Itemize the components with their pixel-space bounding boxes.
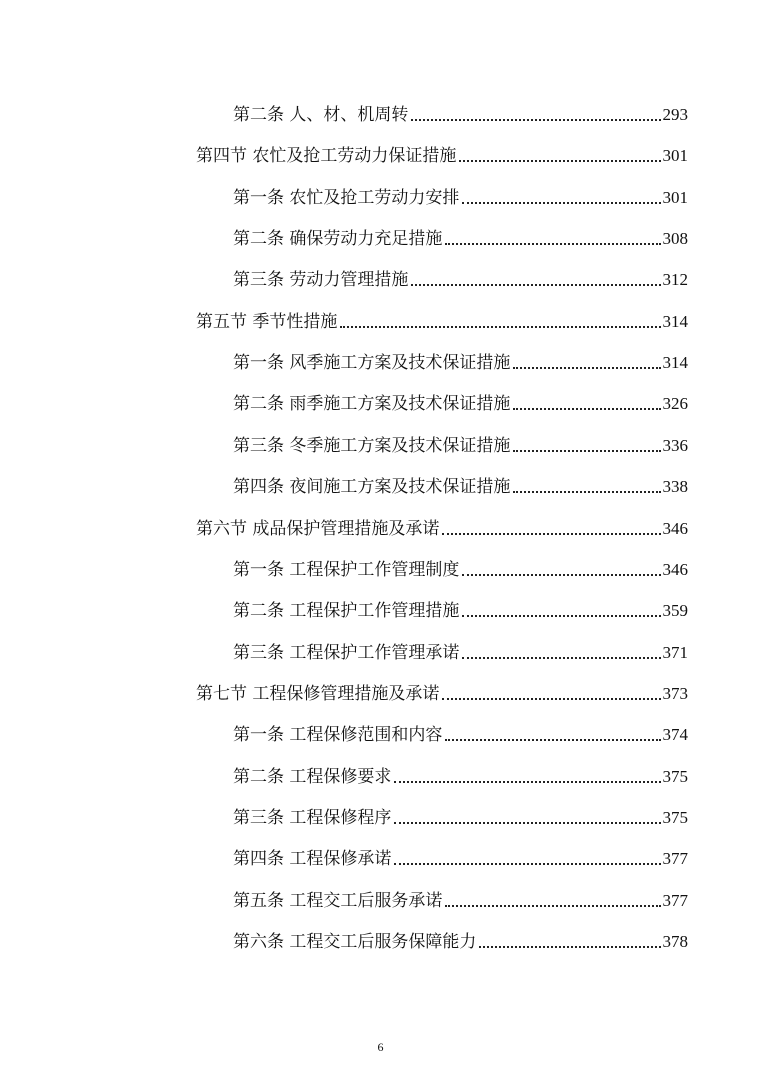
toc-article-entry[interactable] [233, 385, 688, 415]
toc-article-entry[interactable] [233, 427, 688, 457]
toc-dot-leader [442, 533, 660, 535]
toc-entry-label: 第三条 工程保护工作管理承诺 [233, 642, 460, 663]
toc-dot-leader [462, 202, 660, 204]
toc-article-entry[interactable] [233, 923, 688, 953]
toc-dot-leader [340, 326, 660, 328]
toc-dot-leader [462, 657, 660, 659]
toc-entry-label: 第四条 工程保修承诺 [233, 849, 392, 870]
toc-entry-label: 第四节 农忙及抢工劳动力保证措施 [196, 146, 457, 167]
toc-entry-page: 371 [662, 642, 688, 662]
toc-entry-page: 373 [662, 683, 688, 703]
toc-entry-label: 第一条 工程保修范围和内容 [233, 725, 443, 746]
toc-entry-page: 336 [662, 435, 688, 455]
toc-entry-page: 312 [662, 270, 688, 290]
toc-article-entry[interactable] [233, 551, 688, 581]
toc-article-entry[interactable] [233, 716, 688, 746]
toc-entry-page: 293 [662, 105, 688, 124]
toc-article-entry[interactable] [233, 96, 688, 126]
toc-entry-page: 308 [662, 229, 688, 249]
toc-entry-label: 第三条 工程保修程序 [233, 807, 392, 828]
toc-dot-leader [513, 491, 660, 493]
toc-article-entry[interactable] [233, 882, 688, 912]
toc-article-entry[interactable] [233, 179, 688, 209]
toc-dot-leader [445, 739, 660, 741]
toc-entry-page: 314 [662, 353, 688, 373]
toc-entry-page: 374 [662, 725, 688, 745]
toc-section-entry[interactable] [196, 510, 688, 540]
toc-entry-label: 第七节 工程保修管理措施及承诺 [196, 683, 440, 704]
toc-entry-page: 301 [662, 146, 688, 166]
toc-article-entry[interactable] [233, 344, 688, 374]
toc-entry-page: 377 [662, 890, 688, 910]
toc-entry-label: 第二条 工程保护工作管理措施 [233, 601, 460, 622]
toc-entry-page: 375 [662, 766, 688, 786]
toc-entry-page: 301 [662, 187, 688, 207]
toc-article-entry[interactable] [233, 634, 688, 664]
toc-entry-page: 378 [662, 932, 688, 951]
toc-entry-label: 第二条 确保劳动力充足措施 [233, 229, 443, 250]
toc-dot-leader [445, 243, 660, 245]
toc-dot-leader [479, 946, 660, 948]
toc-article-entry[interactable] [233, 840, 688, 870]
toc-entry-label: 第一条 风季施工方案及技术保证措施 [233, 353, 511, 374]
toc-dot-leader [394, 863, 660, 865]
toc-entry-label: 第四条 夜间施工方案及技术保证措施 [233, 477, 511, 498]
toc-entry-label: 第六节 成品保护管理措施及承诺 [196, 518, 440, 539]
toc-section-entry[interactable] [196, 675, 688, 705]
toc-dot-leader [442, 698, 660, 700]
toc-article-entry[interactable] [233, 220, 688, 250]
toc-article-entry[interactable] [233, 468, 688, 498]
toc-entry-page: 377 [662, 849, 688, 869]
toc-entry-label: 第五条 工程交工后服务承诺 [233, 890, 443, 911]
toc-dot-leader [411, 284, 660, 286]
toc-entry-page: 314 [662, 311, 688, 331]
toc-dot-leader [513, 367, 660, 369]
toc-article-entry[interactable] [233, 261, 688, 291]
toc-entry-label: 第六条 工程交工后服务保障能力 [233, 932, 477, 952]
toc-dot-leader [459, 160, 660, 162]
toc-dot-leader [513, 408, 660, 410]
toc-entry-label: 第三条 劳动力管理措施 [233, 270, 409, 291]
toc-section-entry[interactable] [196, 137, 688, 167]
toc-dot-leader [411, 119, 660, 121]
toc-entry-label: 第三条 冬季施工方案及技术保证措施 [233, 435, 511, 456]
toc-article-entry[interactable] [233, 799, 688, 829]
page-number: 6 [377, 1040, 384, 1054]
toc-entry-page: 359 [662, 601, 688, 621]
toc-dot-leader [445, 905, 660, 907]
toc-entry-label: 第二条 工程保修要求 [233, 766, 392, 787]
toc-entry-label: 第五节 季节性措施 [196, 311, 338, 332]
toc-entry-label: 第二条 雨季施工方案及技术保证措施 [233, 394, 511, 415]
toc-section-entry[interactable] [196, 303, 688, 333]
toc-entry-page: 346 [662, 518, 688, 538]
toc-entry-page: 326 [662, 394, 688, 414]
toc-entry-page: 346 [662, 559, 688, 579]
toc-entry-label: 第一条 农忙及抢工劳动力安排 [233, 187, 460, 208]
toc-dot-leader [462, 615, 660, 617]
toc-dot-leader [513, 450, 660, 452]
toc-dot-leader [394, 822, 660, 824]
toc-dot-leader [462, 574, 660, 576]
toc-article-entry[interactable] [233, 592, 688, 622]
toc-article-entry[interactable] [233, 758, 688, 788]
toc-entry-label: 第二条 人、材、机周转 [233, 105, 409, 125]
toc-entry-page: 375 [662, 807, 688, 827]
toc-entry-page: 338 [662, 477, 688, 497]
toc-entry-label: 第一条 工程保护工作管理制度 [233, 559, 460, 580]
toc-dot-leader [394, 781, 660, 783]
